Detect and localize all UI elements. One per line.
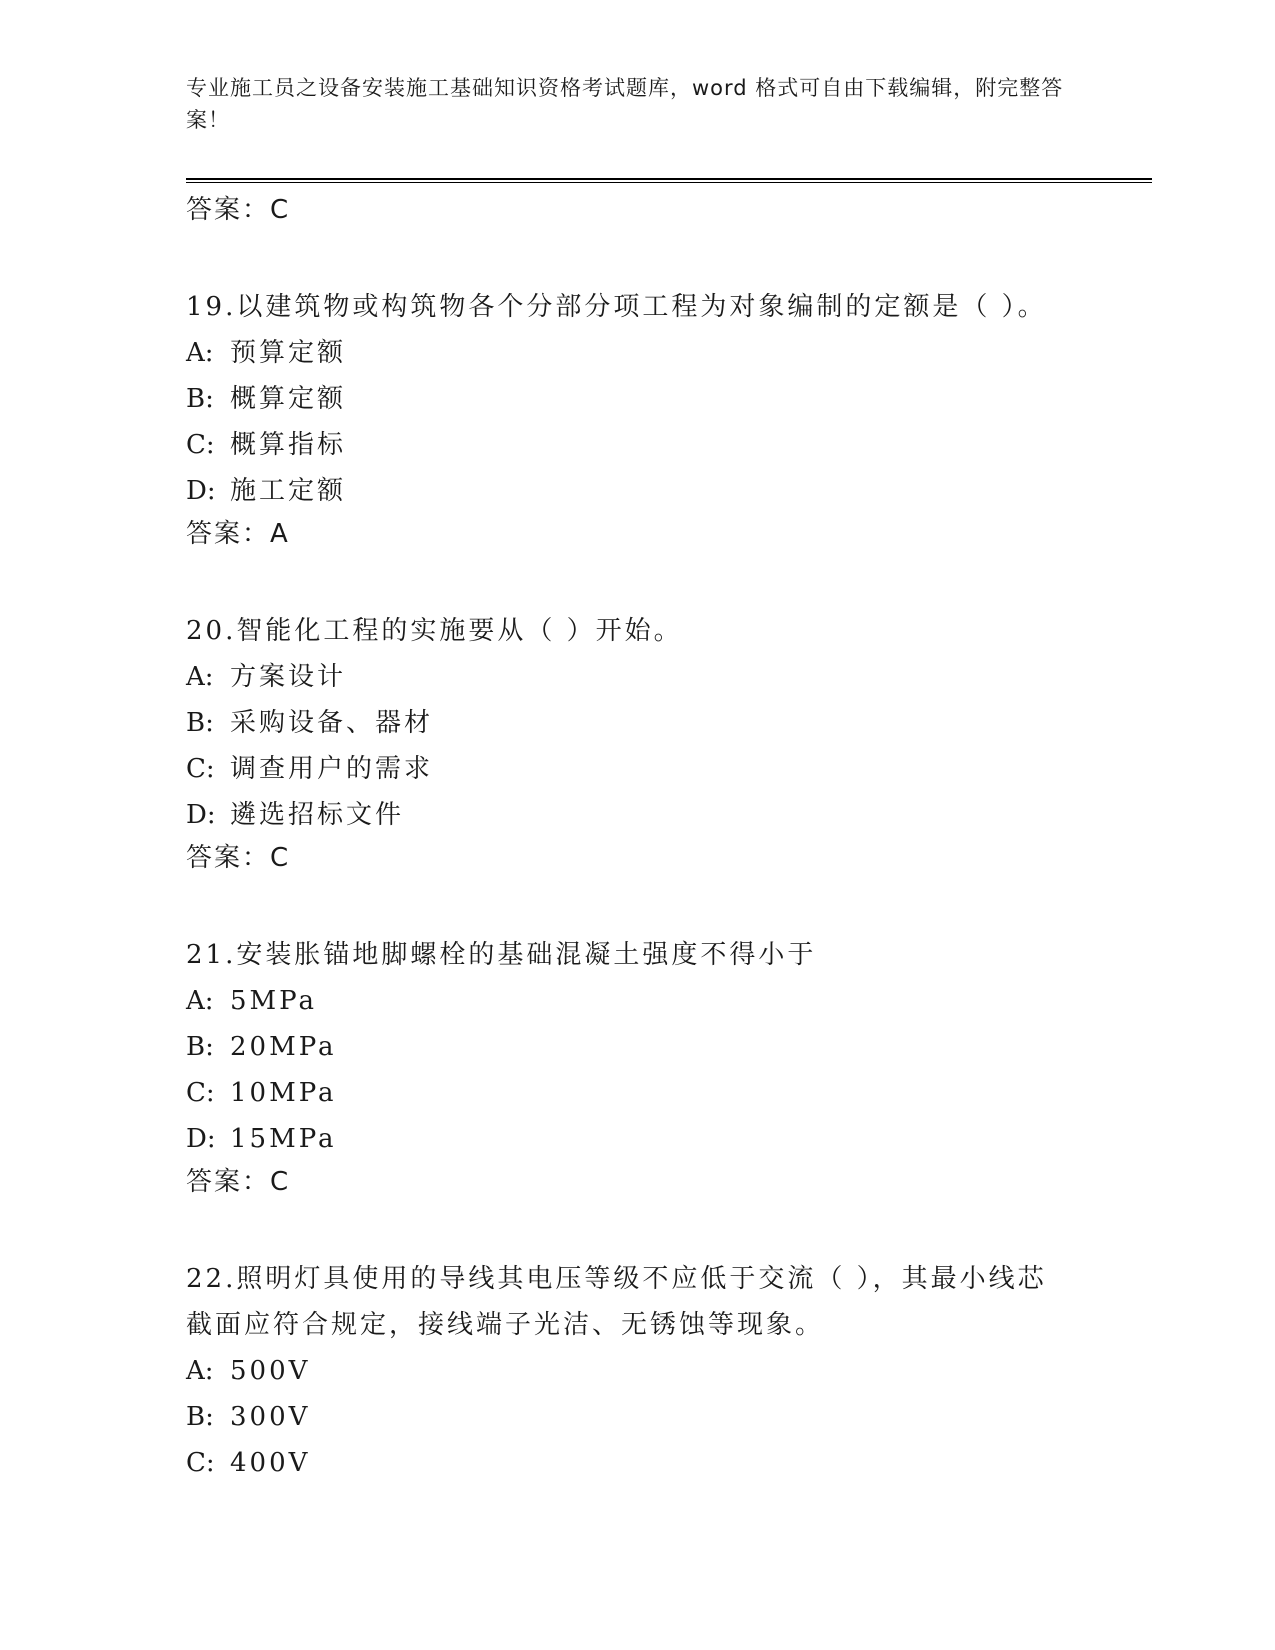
question-stem: 22.照明灯具使用的导线其电压等级不应低于交流（ ），其最小线芯截面应符合规定，接线端子光洁、无锈蚀等现象。 (186, 1264, 1047, 1340)
answer-line (186, 1162, 1152, 1202)
question-20 (186, 608, 1152, 878)
option-a: A: 预算定额 (186, 338, 347, 368)
answer-label: 答案： (186, 1167, 271, 1197)
question-stem: 20.智能化工程的实施要从（ ）开始。 (186, 616, 683, 646)
question-19 (186, 284, 1152, 554)
option-c: C: 10MPa (186, 1078, 337, 1108)
answer-value: C (270, 195, 290, 225)
question-list (186, 190, 1152, 1486)
option-b: B: 概算定额 (186, 384, 347, 414)
option-a: A: 方案设计 (186, 662, 347, 692)
question-22 (186, 1256, 1152, 1486)
answer-line (186, 190, 1152, 230)
option-c: C: 400V (186, 1448, 311, 1478)
question-21 (186, 932, 1152, 1202)
answer-line (186, 514, 1152, 554)
option-c: C: 概算指标 (186, 430, 347, 460)
option-b: B: 300V (186, 1402, 311, 1432)
answer-value: C (270, 1167, 290, 1197)
header-divider (186, 178, 1152, 180)
option-b: B: 采购设备、器材 (186, 708, 434, 738)
page-header (186, 72, 1066, 136)
option-a: A: 500V (186, 1356, 311, 1386)
answer-value: A (270, 519, 289, 549)
header-divider-thin (186, 182, 1152, 183)
option-d: D: 施工定额 (186, 476, 347, 506)
question-stem: 21.安装胀锚地脚螺栓的基础混凝土强度不得小于 (186, 940, 817, 970)
option-c: C: 调查用户的需求 (186, 754, 434, 784)
answer-line (186, 838, 1152, 878)
answer-value: C (270, 843, 290, 873)
answer-label: 答案： (186, 843, 271, 873)
answer-label: 答案： (186, 195, 271, 225)
answer-label: 答案： (186, 519, 271, 549)
header-text: 专业施工员之设备安装施工基础知识资格考试题库，word 格式可自由下载编辑，附完整答案！ (186, 76, 1064, 132)
question-stem: 19.以建筑物或构筑物各个分部分项工程为对象编制的定额是（ ）。 (186, 292, 1047, 322)
option-a: A: 5MPa (186, 986, 317, 1016)
option-b: B: 20MPa (186, 1032, 337, 1062)
option-d: D: 15MPa (186, 1124, 337, 1154)
option-d: D: 遴选招标文件 (186, 800, 405, 830)
